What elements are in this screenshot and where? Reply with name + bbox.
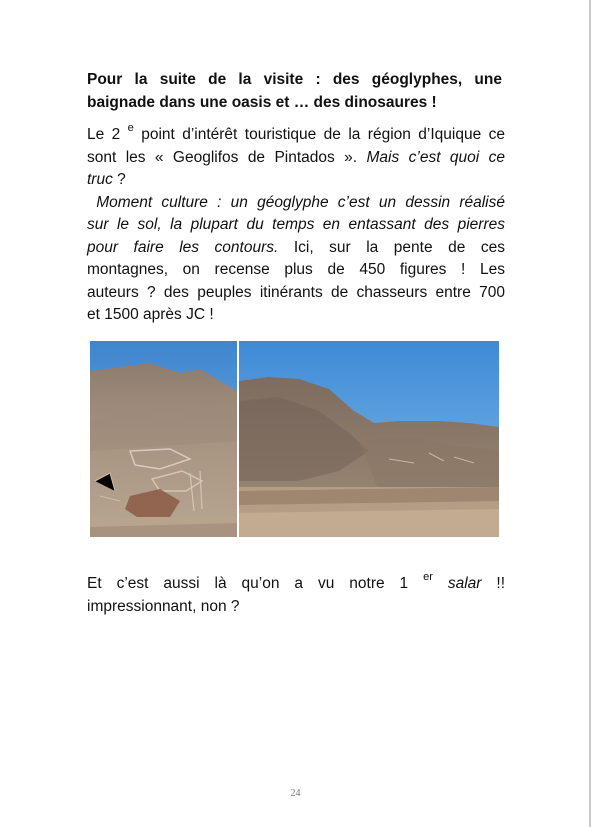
section-heading <box>87 68 502 113</box>
paragraph-salar <box>87 570 506 618</box>
text: sont les « Geoglifos de Pintados ». <box>87 148 367 166</box>
para1-line-7: montagnes, on recense plus de 450 figures ! Les <box>87 261 505 278</box>
photo-geoglyphs-hillside <box>90 341 237 537</box>
text: ? <box>112 171 126 188</box>
text: Ici, sur la pente de ces <box>278 238 505 256</box>
para1-line-6 <box>87 237 505 260</box>
italic-text: truc <box>87 171 113 188</box>
para1-line-4 <box>87 192 505 215</box>
para1-line-1 <box>87 121 505 147</box>
paragraph-geoglyphs <box>87 121 505 327</box>
para1-line-9: et 1500 après JC ! <box>87 306 214 323</box>
heading-line-2: baignade dans une oasis et … des dinosaures ! <box>87 93 437 111</box>
geoglyphs-hillside-image <box>90 341 237 537</box>
superscript: e <box>127 121 134 134</box>
superscript: er <box>423 570 433 583</box>
para1-line-2 <box>87 147 505 170</box>
italic-text: Moment culture : un géoglyphe c’est un dessin réalisé <box>96 193 505 211</box>
text: Le 2 <box>87 126 128 143</box>
italic-text: salar <box>432 575 482 592</box>
text: Et c’est aussi là qu’on a vu notre 1 <box>87 575 424 592</box>
italic-text: sur le sol, la plupart du temps en entassant des pierres <box>87 216 505 233</box>
text: point d’intérêt touristique de la région d’Iquique ce <box>133 126 505 143</box>
page-number: 24 <box>290 788 301 799</box>
para2-line-2: impressionnant, non ? <box>87 597 240 615</box>
photo-desert-mountains <box>239 341 499 537</box>
italic-text: Mais c’est quoi ce <box>366 148 505 166</box>
para2-line-1 <box>87 570 506 596</box>
desert-mountains-image <box>239 341 499 537</box>
text: !! <box>481 575 506 592</box>
heading-line-1: Pour la suite de la visite : des géoglyphes, une <box>87 71 502 88</box>
italic-text: pour faire les contours. <box>87 238 279 256</box>
para1-line-8: auteurs ? des peuples itinérants de chasseurs entre 700 <box>87 283 505 301</box>
para1-line-3 <box>87 169 505 192</box>
para1-line-5 <box>87 214 505 237</box>
